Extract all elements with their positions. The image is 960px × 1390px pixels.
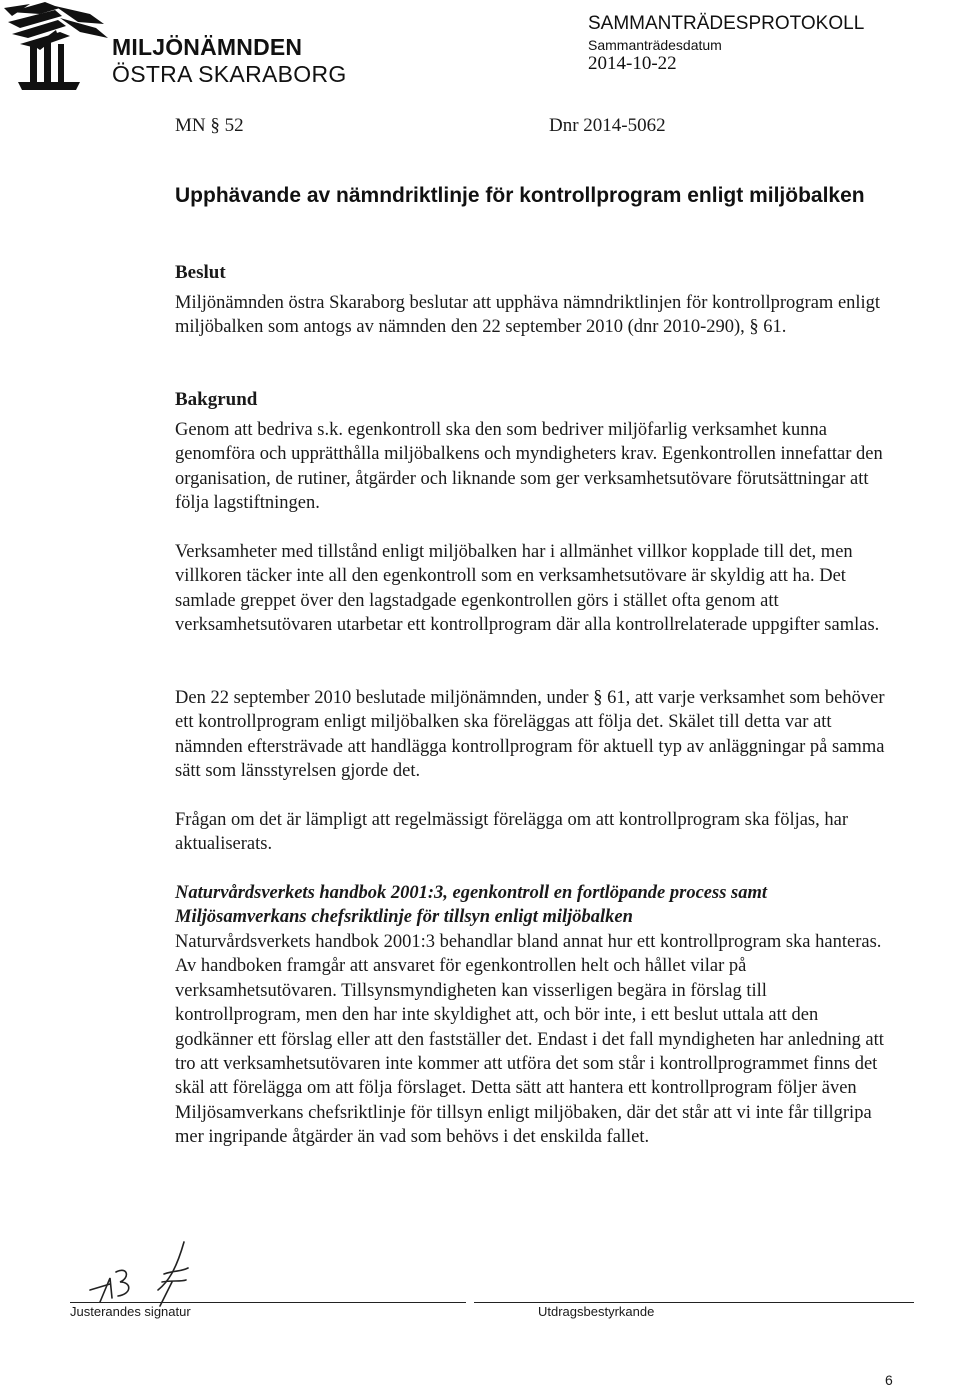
org-name: MILJÖNÄMNDEN <box>112 34 303 60</box>
signature-line <box>70 1302 466 1303</box>
bakgrund-heading: Bakgrund <box>175 389 258 410</box>
document-type: SAMMANTRÄDESPROTOKOLL <box>588 13 865 34</box>
case-number: Dnr 2014-5062 <box>549 115 666 136</box>
paragraph-reference: MN § 52 <box>175 115 244 136</box>
meeting-date-label: Sammanträdesdatum <box>588 37 722 53</box>
bakgrund-paragraph-3: Den 22 september 2010 beslutade miljönämnden, under § 61, att varje verksamhet som behöver ett kontrollprogram enligt miljöbalken ska föreläggas att följa det. Skälet till detta var att nämnden eftersträvade att handlägga kontrollprogram för aktuell typ av anläggningar på samma sätt som länsstyrelsen gjorde det. <box>175 688 885 782</box>
org-subtitle: ÖSTRA SKARABORG <box>112 61 347 87</box>
handwritten-signature <box>88 1232 218 1307</box>
meeting-date-value: 2014-10-22 <box>588 53 677 74</box>
certification-label: Utdragsbestyrkande <box>538 1304 655 1319</box>
beslut-heading: Beslut <box>175 262 226 283</box>
naturvard-text: Naturvårdsverkets handbok 2001:3 behandlar bland annat hur ett kontrollprogram ska hanteras. Av handboken framgår att ansvaret för egenkontrollen helt och hållet vilar på verksamhetsutövaren. Tillsynsmyndigheten kan visserligen begära in förslag till kontrollprogram, men den har inte skyldighet att, och bör inte, i ett beslut uttala att den godkänner ett förslag eller att den fastställer det. Endast i det fall myndigheten har anledning att tro att verksamhetsutövaren inte kommer att utföra det som står i kontrollprogrammet finns det skäl att förelägga om att följa förslaget. Detta sätt att hantera ett kontrollprogram följer även Miljösamverkans chefsriktlinje för tillsyn enligt miljöbaken, där det står att vi inte får tillgripa mer ingripande åtgärder än vad som behövs i det enskilda fallet. <box>175 932 884 1148</box>
bakgrund-paragraph-1: Genom att bedriva s.k. egenkontroll ska den som bedriver miljöfarlig verksamhet kunna genomföra och upprätthålla miljöbalkens och myndigheters krav. Egenkontrollen innefattar den organisation, de rutiner, åtgärder och liknande som ger verksamhetsutövare förutsättningar att följa lagstiftningen. <box>175 420 883 514</box>
document-title: Upphävande av nämndriktlinje för kontrollprogram enligt miljöbalken <box>175 184 865 207</box>
signature-label: Justerandes signatur <box>70 1304 191 1319</box>
beslut-text: Miljönämnden östra Skaraborg beslutar att upphäva nämndriktlinjen för kontrollprogram enligt miljöbalken som antogs av nämnden den 22 september 2010 (dnr 2010-290), § 61. <box>175 293 881 338</box>
certification-line <box>474 1302 914 1303</box>
bakgrund-paragraph-2: Verksamheter med tillstånd enligt miljöbalken har i allmänhet villkor kopplade till det, men villkoren täcker inte all den egenkontroll som en verksamhetsutövare är skyldig att ha. Det samlade greppet över den lagstadgade egenkontrollen görs i stället ofta genom att verksamhetsutövaren utarbetar ett kontrollprogram där alla kontrollrelaterade uppgifter samlas. <box>175 542 880 636</box>
tree-logo-icon <box>0 0 110 90</box>
page-number: 6 <box>885 1372 893 1388</box>
naturvard-heading: Naturvårdsverkets handbok 2001:3, egenkontroll en fortlöpande process samt Miljösamverkans chefsriktlinje för tillsyn enligt miljöbalken <box>175 883 768 928</box>
bakgrund-paragraph-4: Frågan om det är lämpligt att regelmässigt förelägga om att kontrollprogram ska följas, har aktualiserats. <box>175 810 849 855</box>
